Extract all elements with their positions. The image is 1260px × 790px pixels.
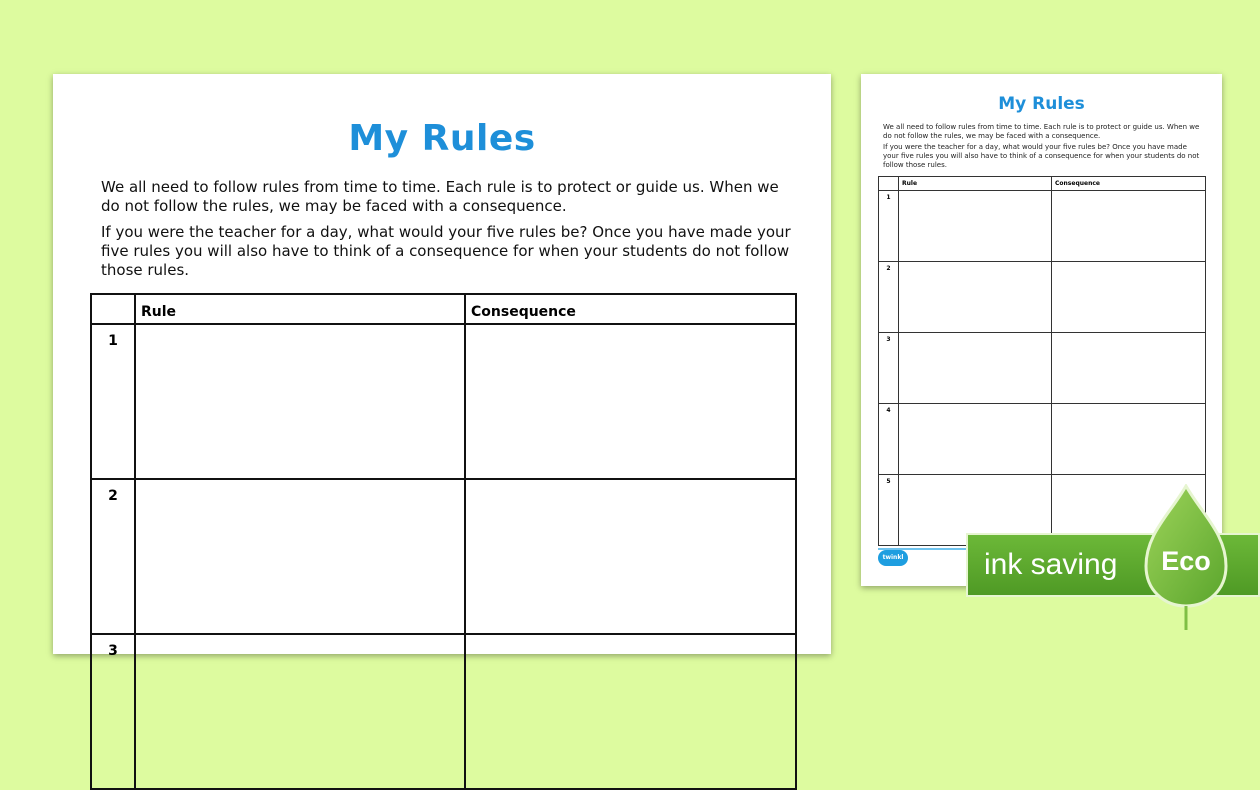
rules-table — [90, 293, 797, 790]
rule-cell — [899, 404, 1052, 475]
preview-question: If you were the teacher for a day, what would your five rules be? Once you have made your five rules you will also have to think of a consequence for when your students do not follow those rules. — [883, 143, 1200, 169]
table-header-row — [879, 177, 1206, 191]
question-paragraph: If you were the teacher for a day, what would your five rules be? Once you have made your five rules you will also have to think of a consequence for when your students do not follow those rules. — [101, 223, 791, 279]
ink-saving-text: ink saving — [984, 548, 1118, 581]
row-number: 2 — [879, 262, 899, 333]
row-number: 3 — [91, 634, 135, 789]
row-number: 4 — [879, 404, 899, 475]
table-row — [91, 479, 796, 634]
table-row — [879, 262, 1206, 333]
header-consequence: Consequence — [1052, 177, 1206, 191]
header-number — [91, 294, 135, 324]
consequence-cell — [1052, 262, 1206, 333]
consequence-cell — [1052, 191, 1206, 262]
table-row — [879, 333, 1206, 404]
header-number — [879, 177, 899, 191]
header-rule: Rule — [135, 294, 465, 324]
row-number: 3 — [879, 333, 899, 404]
row-number: 1 — [91, 324, 135, 479]
table-row — [879, 191, 1206, 262]
table-row — [91, 634, 796, 789]
consequence-cell[interactable] — [465, 324, 796, 479]
intro-paragraph: We all need to follow rules from time to time. Each rule is to protect or guide us. When we do not follow the rules, we may be faced with a consequence. — [101, 178, 779, 215]
worksheet-page — [53, 74, 831, 659]
rule-cell — [899, 262, 1052, 333]
logo-text: twinkl — [882, 554, 904, 561]
rule-cell — [899, 333, 1052, 404]
row-number: 2 — [91, 479, 135, 634]
rule-cell[interactable] — [135, 324, 465, 479]
header-consequence: Consequence — [465, 294, 796, 324]
eco-label: Eco — [1161, 546, 1211, 576]
row-number: 1 — [879, 191, 899, 262]
worksheet-title: My Rules — [348, 118, 536, 159]
table-row — [879, 404, 1206, 475]
rule-cell — [899, 191, 1052, 262]
row-number: 5 — [879, 475, 899, 546]
rule-cell[interactable] — [135, 479, 465, 634]
consequence-cell[interactable] — [465, 634, 796, 789]
preview-title: My Rules — [998, 94, 1085, 114]
twinkl-logo — [878, 550, 908, 566]
rule-cell[interactable] — [135, 634, 465, 789]
table-row — [91, 324, 796, 479]
consequence-cell — [1052, 333, 1206, 404]
consequence-cell[interactable] — [465, 479, 796, 634]
header-rule: Rule — [899, 177, 1052, 191]
table-header-row — [91, 294, 796, 324]
consequence-cell — [1052, 404, 1206, 475]
preview-intro: We all need to follow rules from time to time. Each rule is to protect or guide us. When we do not follow the rules, we may be faced with a consequence. — [883, 123, 1200, 140]
